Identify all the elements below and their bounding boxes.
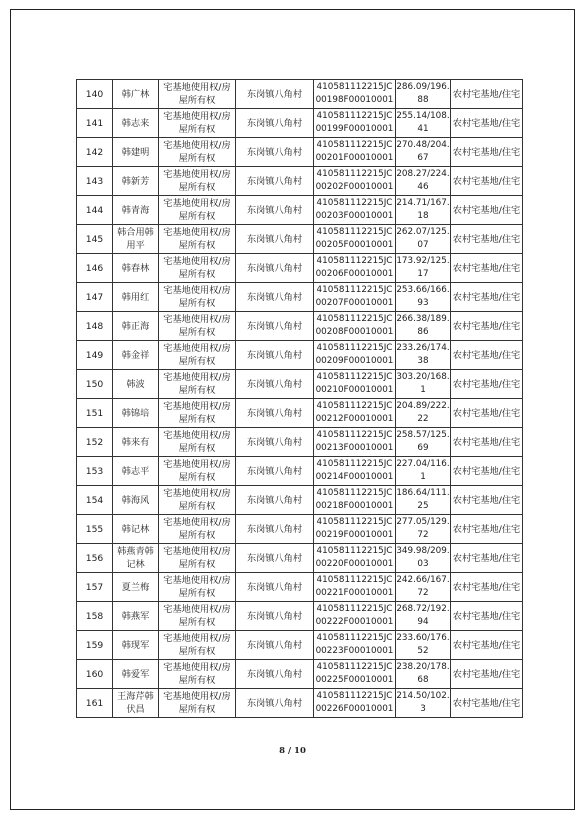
land-use-cell: 农村宅基地/住宅	[451, 254, 523, 283]
area-value-cell: 233.60/176.52	[396, 631, 451, 660]
right-type-cell: 宅基地使用权/房屋所有权	[159, 341, 236, 370]
unit-number-cell: 410581112215JC00220F00010001	[314, 544, 396, 573]
owner-name-cell: 韩正海	[113, 312, 159, 341]
row-number-cell: 148	[77, 312, 113, 341]
table-row	[77, 631, 523, 660]
table-row	[77, 138, 523, 167]
row-number-cell: 154	[77, 486, 113, 515]
table-row	[77, 428, 523, 457]
location-cell: 东岗镇八角村	[236, 689, 314, 718]
right-type-cell: 宅基地使用权/房屋所有权	[159, 254, 236, 283]
land-use-cell: 农村宅基地/住宅	[451, 109, 523, 138]
row-number-cell: 144	[77, 196, 113, 225]
unit-number-cell: 410581112215JC00209F00010001	[314, 341, 396, 370]
location-cell: 东岗镇八角村	[236, 602, 314, 631]
table-row	[77, 370, 523, 399]
land-use-cell: 农村宅基地/住宅	[451, 544, 523, 573]
table-row	[77, 254, 523, 283]
area-value-cell: 255.14/108.41	[396, 109, 451, 138]
unit-number-cell: 410581112215JC00218F00010001	[314, 486, 396, 515]
unit-number-cell: 410581112215JC00210F00010001	[314, 370, 396, 399]
land-use-cell: 农村宅基地/住宅	[451, 689, 523, 718]
owner-name-cell: 韩记林	[113, 515, 159, 544]
right-type-cell: 宅基地使用权/房屋所有权	[159, 109, 236, 138]
row-number-cell: 157	[77, 573, 113, 602]
area-value-cell: 303.20/168.1	[396, 370, 451, 399]
location-cell: 东岗镇八角村	[236, 573, 314, 602]
owner-name-cell: 韩金祥	[113, 341, 159, 370]
location-cell: 东岗镇八角村	[236, 283, 314, 312]
area-value-cell: 262.07/125.07	[396, 225, 451, 254]
land-use-cell: 农村宅基地/住宅	[451, 312, 523, 341]
land-use-cell: 农村宅基地/住宅	[451, 457, 523, 486]
table-row	[77, 341, 523, 370]
page-number: 8 / 10	[279, 746, 306, 756]
location-cell: 东岗镇八角村	[236, 80, 314, 109]
table-row	[77, 196, 523, 225]
unit-number-cell: 410581112215JC00222F00010001	[314, 602, 396, 631]
right-type-cell: 宅基地使用权/房屋所有权	[159, 544, 236, 573]
location-cell: 东岗镇八角村	[236, 225, 314, 254]
right-type-cell: 宅基地使用权/房屋所有权	[159, 283, 236, 312]
table-row	[77, 167, 523, 196]
unit-number-cell: 410581112215JC00214F00010001	[314, 457, 396, 486]
row-number-cell: 141	[77, 109, 113, 138]
unit-number-cell: 410581112215JC00205F00010001	[314, 225, 396, 254]
area-value-cell: 258.57/125.69	[396, 428, 451, 457]
table-row	[77, 573, 523, 602]
row-number-cell: 143	[77, 167, 113, 196]
unit-number-cell: 410581112215JC00223F00010001	[314, 631, 396, 660]
location-cell: 东岗镇八角村	[236, 254, 314, 283]
location-cell: 东岗镇八角村	[236, 515, 314, 544]
land-use-cell: 农村宅基地/住宅	[451, 225, 523, 254]
table-row	[77, 283, 523, 312]
area-value-cell: 286.09/196.88	[396, 80, 451, 109]
unit-number-cell: 410581112215JC00225F00010001	[314, 660, 396, 689]
owner-name-cell: 韩合用韩用平	[113, 225, 159, 254]
row-number-cell: 140	[77, 80, 113, 109]
right-type-cell: 宅基地使用权/房屋所有权	[159, 312, 236, 341]
row-number-cell: 150	[77, 370, 113, 399]
table-row	[77, 515, 523, 544]
unit-number-cell: 410581112215JC00207F00010001	[314, 283, 396, 312]
table-row	[77, 109, 523, 138]
unit-number-cell: 410581112215JC00208F00010001	[314, 312, 396, 341]
row-number-cell: 152	[77, 428, 113, 457]
row-number-cell: 142	[77, 138, 113, 167]
property-register-table	[76, 79, 523, 718]
right-type-cell: 宅基地使用权/房屋所有权	[159, 486, 236, 515]
row-number-cell: 153	[77, 457, 113, 486]
land-use-cell: 农村宅基地/住宅	[451, 167, 523, 196]
right-type-cell: 宅基地使用权/房屋所有权	[159, 167, 236, 196]
area-value-cell: 204.89/222.22	[396, 399, 451, 428]
owner-name-cell: 韩燕军	[113, 602, 159, 631]
land-use-cell: 农村宅基地/住宅	[451, 573, 523, 602]
area-value-cell: 349.98/209.03	[396, 544, 451, 573]
table-row	[77, 399, 523, 428]
location-cell: 东岗镇八角村	[236, 109, 314, 138]
owner-name-cell: 韩爱军	[113, 660, 159, 689]
row-number-cell: 147	[77, 283, 113, 312]
location-cell: 东岗镇八角村	[236, 631, 314, 660]
table-row	[77, 80, 523, 109]
table-row	[77, 660, 523, 689]
row-number-cell: 151	[77, 399, 113, 428]
owner-name-cell: 韩志来	[113, 109, 159, 138]
table-row	[77, 312, 523, 341]
unit-number-cell: 410581112215JC00198F00010001	[314, 80, 396, 109]
area-value-cell: 208.27/224.46	[396, 167, 451, 196]
location-cell: 东岗镇八角村	[236, 457, 314, 486]
owner-name-cell: 韩波	[113, 370, 159, 399]
owner-name-cell: 韩广林	[113, 80, 159, 109]
owner-name-cell: 韩来有	[113, 428, 159, 457]
area-value-cell: 214.71/167.18	[396, 196, 451, 225]
table-row	[77, 689, 523, 718]
row-number-cell: 160	[77, 660, 113, 689]
right-type-cell: 宅基地使用权/房屋所有权	[159, 602, 236, 631]
land-use-cell: 农村宅基地/住宅	[451, 428, 523, 457]
location-cell: 东岗镇八角村	[236, 138, 314, 167]
row-number-cell: 146	[77, 254, 113, 283]
land-use-cell: 农村宅基地/住宅	[451, 602, 523, 631]
owner-name-cell: 韩燕青韩记林	[113, 544, 159, 573]
owner-name-cell: 韩建明	[113, 138, 159, 167]
right-type-cell: 宅基地使用权/房屋所有权	[159, 370, 236, 399]
row-number-cell: 149	[77, 341, 113, 370]
land-use-cell: 农村宅基地/住宅	[451, 486, 523, 515]
row-number-cell: 156	[77, 544, 113, 573]
owner-name-cell: 韩春林	[113, 254, 159, 283]
owner-name-cell: 韩志平	[113, 457, 159, 486]
right-type-cell: 宅基地使用权/房屋所有权	[159, 457, 236, 486]
row-number-cell: 159	[77, 631, 113, 660]
right-type-cell: 宅基地使用权/房屋所有权	[159, 225, 236, 254]
owner-name-cell: 韩青海	[113, 196, 159, 225]
area-value-cell: 266.38/189.86	[396, 312, 451, 341]
row-number-cell: 158	[77, 602, 113, 631]
right-type-cell: 宅基地使用权/房屋所有权	[159, 573, 236, 602]
row-number-cell: 155	[77, 515, 113, 544]
land-use-cell: 农村宅基地/住宅	[451, 341, 523, 370]
area-value-cell: 253.66/166.93	[396, 283, 451, 312]
location-cell: 东岗镇八角村	[236, 196, 314, 225]
right-type-cell: 宅基地使用权/房屋所有权	[159, 515, 236, 544]
area-value-cell: 242.66/167.72	[396, 573, 451, 602]
land-use-cell: 农村宅基地/住宅	[451, 196, 523, 225]
table-row	[77, 457, 523, 486]
location-cell: 东岗镇八角村	[236, 486, 314, 515]
location-cell: 东岗镇八角村	[236, 167, 314, 196]
unit-number-cell: 410581112215JC00201F00010001	[314, 138, 396, 167]
area-value-cell: 186.64/111.25	[396, 486, 451, 515]
land-use-cell: 农村宅基地/住宅	[451, 283, 523, 312]
location-cell: 东岗镇八角村	[236, 544, 314, 573]
unit-number-cell: 410581112215JC00213F00010001	[314, 428, 396, 457]
area-value-cell: 270.48/204.67	[396, 138, 451, 167]
area-value-cell: 173.92/125.17	[396, 254, 451, 283]
right-type-cell: 宅基地使用权/房屋所有权	[159, 80, 236, 109]
unit-number-cell: 410581112215JC00226F00010001	[314, 689, 396, 718]
land-use-cell: 农村宅基地/住宅	[451, 399, 523, 428]
owner-name-cell: 韩海风	[113, 486, 159, 515]
land-use-cell: 农村宅基地/住宅	[451, 660, 523, 689]
owner-name-cell: 韩新芳	[113, 167, 159, 196]
owner-name-cell: 韩锦培	[113, 399, 159, 428]
land-use-cell: 农村宅基地/住宅	[451, 80, 523, 109]
right-type-cell: 宅基地使用权/房屋所有权	[159, 399, 236, 428]
land-use-cell: 农村宅基地/住宅	[451, 515, 523, 544]
table-body	[77, 80, 523, 718]
right-type-cell: 宅基地使用权/房屋所有权	[159, 631, 236, 660]
location-cell: 东岗镇八角村	[236, 312, 314, 341]
area-value-cell: 277.05/129.72	[396, 515, 451, 544]
right-type-cell: 宅基地使用权/房屋所有权	[159, 660, 236, 689]
unit-number-cell: 410581112215JC00221F00010001	[314, 573, 396, 602]
location-cell: 东岗镇八角村	[236, 428, 314, 457]
unit-number-cell: 410581112215JC00199F00010001	[314, 109, 396, 138]
location-cell: 东岗镇八角村	[236, 660, 314, 689]
location-cell: 东岗镇八角村	[236, 370, 314, 399]
area-value-cell: 233.26/174.38	[396, 341, 451, 370]
owner-name-cell: 王海芹韩伏昌	[113, 689, 159, 718]
unit-number-cell: 410581112215JC00206F00010001	[314, 254, 396, 283]
row-number-cell: 145	[77, 225, 113, 254]
unit-number-cell: 410581112215JC00212F00010001	[314, 399, 396, 428]
row-number-cell: 161	[77, 689, 113, 718]
right-type-cell: 宅基地使用权/房屋所有权	[159, 428, 236, 457]
unit-number-cell: 410581112215JC00202F00010001	[314, 167, 396, 196]
table-row	[77, 225, 523, 254]
unit-number-cell: 410581112215JC00219F00010001	[314, 515, 396, 544]
land-use-cell: 农村宅基地/住宅	[451, 138, 523, 167]
unit-number-cell: 410581112215JC00203F00010001	[314, 196, 396, 225]
table-row	[77, 486, 523, 515]
right-type-cell: 宅基地使用权/房屋所有权	[159, 196, 236, 225]
table-row	[77, 602, 523, 631]
land-use-cell: 农村宅基地/住宅	[451, 370, 523, 399]
right-type-cell: 宅基地使用权/房屋所有权	[159, 138, 236, 167]
area-value-cell: 214.50/102.3	[396, 689, 451, 718]
location-cell: 东岗镇八角村	[236, 341, 314, 370]
land-use-cell: 农村宅基地/住宅	[451, 631, 523, 660]
area-value-cell: 268.72/192.94	[396, 602, 451, 631]
owner-name-cell: 韩用红	[113, 283, 159, 312]
location-cell: 东岗镇八角村	[236, 399, 314, 428]
area-value-cell: 238.20/178.68	[396, 660, 451, 689]
owner-name-cell: 韩现军	[113, 631, 159, 660]
owner-name-cell: 夏兰梅	[113, 573, 159, 602]
area-value-cell: 227.04/116.1	[396, 457, 451, 486]
table-row	[77, 544, 523, 573]
right-type-cell: 宅基地使用权/房屋所有权	[159, 689, 236, 718]
